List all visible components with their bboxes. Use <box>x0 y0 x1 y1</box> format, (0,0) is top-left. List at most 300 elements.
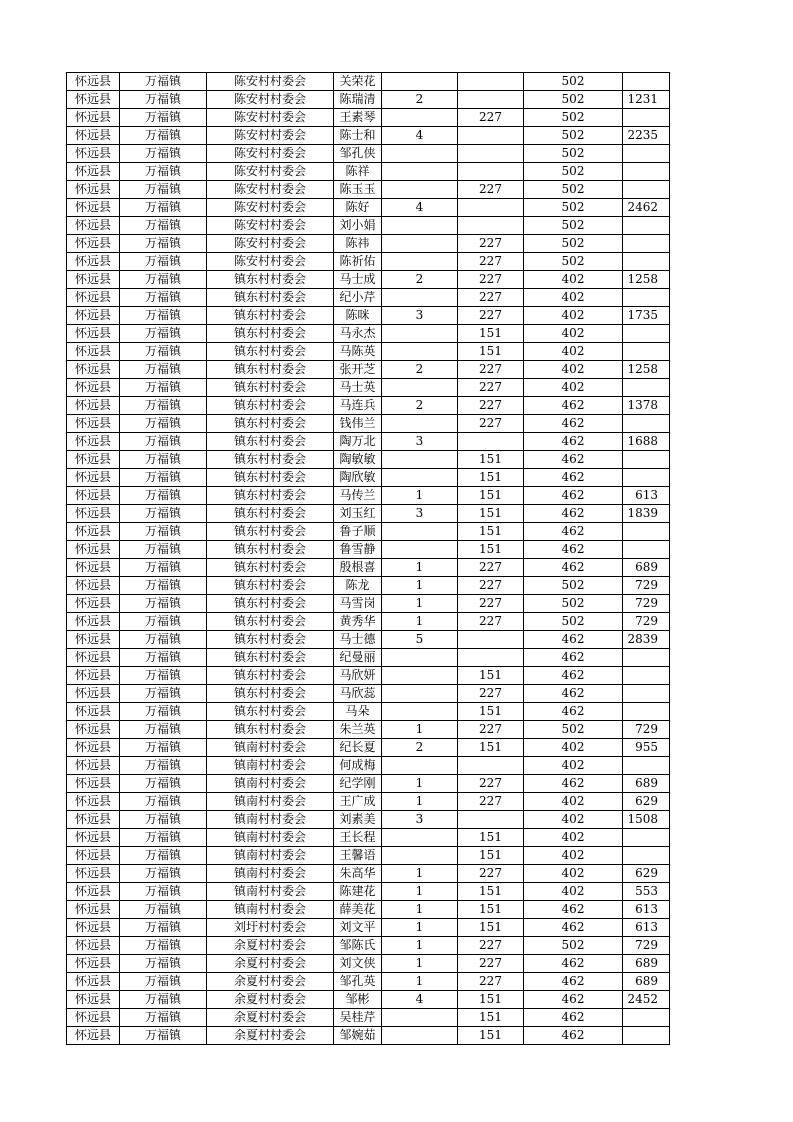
table-row <box>67 649 670 667</box>
town-cell: 万福镇 <box>120 217 207 235</box>
total-cell: 689 <box>623 973 670 991</box>
amount-a-cell <box>458 433 524 451</box>
village-cell: 镇南村村委会 <box>207 901 334 919</box>
village-cell: 陈安村村委会 <box>207 73 334 91</box>
table-row <box>67 919 670 937</box>
village-cell: 镇东村村委会 <box>207 487 334 505</box>
town-cell: 万福镇 <box>120 847 207 865</box>
amount-b-cell: 462 <box>524 901 623 919</box>
total-cell <box>623 343 670 361</box>
amount-a-cell: 151 <box>458 523 524 541</box>
town-cell: 万福镇 <box>120 199 207 217</box>
count-cell: 1 <box>382 919 458 937</box>
town-cell: 万福镇 <box>120 559 207 577</box>
name-cell: 王广成 <box>334 793 382 811</box>
table-row <box>67 127 670 145</box>
total-cell <box>623 541 670 559</box>
name-cell: 纪学刚 <box>334 775 382 793</box>
county-cell: 怀远县 <box>67 793 120 811</box>
village-cell: 镇东村村委会 <box>207 325 334 343</box>
town-cell: 万福镇 <box>120 1027 207 1045</box>
amount-a-cell: 227 <box>458 109 524 127</box>
amount-b-cell: 402 <box>524 325 623 343</box>
name-cell: 何成梅 <box>334 757 382 775</box>
town-cell: 万福镇 <box>120 829 207 847</box>
amount-a-cell: 151 <box>458 541 524 559</box>
amount-b-cell: 502 <box>524 181 623 199</box>
name-cell: 陈祥 <box>334 163 382 181</box>
county-cell: 怀远县 <box>67 595 120 613</box>
town-cell: 万福镇 <box>120 1009 207 1027</box>
total-cell <box>623 415 670 433</box>
amount-b-cell: 402 <box>524 829 623 847</box>
total-cell <box>623 649 670 667</box>
table-row <box>67 811 670 829</box>
county-cell: 怀远县 <box>67 217 120 235</box>
table-row <box>67 577 670 595</box>
town-cell: 万福镇 <box>120 955 207 973</box>
amount-b-cell: 402 <box>524 361 623 379</box>
count-cell <box>382 451 458 469</box>
amount-b-cell: 462 <box>524 775 623 793</box>
count-cell <box>382 757 458 775</box>
count-cell: 1 <box>382 865 458 883</box>
total-cell <box>623 289 670 307</box>
total-cell: 2235 <box>623 127 670 145</box>
name-cell: 陈玉玉 <box>334 181 382 199</box>
amount-b-cell: 402 <box>524 739 623 757</box>
name-cell: 马士德 <box>334 631 382 649</box>
amount-b-cell: 402 <box>524 883 623 901</box>
county-cell: 怀远县 <box>67 487 120 505</box>
amount-a-cell: 227 <box>458 181 524 199</box>
name-cell: 王长程 <box>334 829 382 847</box>
count-cell <box>382 163 458 181</box>
count-cell: 1 <box>382 901 458 919</box>
total-cell <box>623 1027 670 1045</box>
town-cell: 万福镇 <box>120 631 207 649</box>
table-row <box>67 271 670 289</box>
amount-b-cell: 462 <box>524 991 623 1009</box>
amount-a-cell: 151 <box>458 739 524 757</box>
count-cell: 1 <box>382 937 458 955</box>
count-cell: 3 <box>382 505 458 523</box>
amount-b-cell: 402 <box>524 757 623 775</box>
amount-a-cell: 227 <box>458 577 524 595</box>
name-cell: 纪长夏 <box>334 739 382 757</box>
total-cell: 1258 <box>623 361 670 379</box>
count-cell: 3 <box>382 811 458 829</box>
county-cell: 怀远县 <box>67 541 120 559</box>
amount-b-cell: 462 <box>524 433 623 451</box>
name-cell: 鲁雪静 <box>334 541 382 559</box>
amount-a-cell <box>458 199 524 217</box>
table-row <box>67 991 670 1009</box>
village-cell: 镇东村村委会 <box>207 505 334 523</box>
county-cell: 怀远县 <box>67 937 120 955</box>
count-cell <box>382 109 458 127</box>
name-cell: 马欣妍 <box>334 667 382 685</box>
amount-a-cell: 227 <box>458 415 524 433</box>
county-cell: 怀远县 <box>67 577 120 595</box>
county-cell: 怀远县 <box>67 1009 120 1027</box>
table-row <box>67 631 670 649</box>
county-cell: 怀远县 <box>67 1027 120 1045</box>
name-cell: 邹婉茹 <box>334 1027 382 1045</box>
total-cell: 689 <box>623 955 670 973</box>
table-row <box>67 217 670 235</box>
amount-b-cell: 462 <box>524 487 623 505</box>
amount-b-cell: 502 <box>524 91 623 109</box>
county-cell: 怀远县 <box>67 433 120 451</box>
county-cell: 怀远县 <box>67 379 120 397</box>
county-cell: 怀远县 <box>67 469 120 487</box>
table-row <box>67 829 670 847</box>
count-cell: 5 <box>382 631 458 649</box>
town-cell: 万福镇 <box>120 919 207 937</box>
amount-b-cell: 502 <box>524 613 623 631</box>
amount-b-cell: 402 <box>524 847 623 865</box>
total-cell <box>623 325 670 343</box>
village-cell: 陈安村村委会 <box>207 235 334 253</box>
amount-a-cell: 227 <box>458 793 524 811</box>
town-cell: 万福镇 <box>120 289 207 307</box>
village-cell: 镇南村村委会 <box>207 883 334 901</box>
village-cell: 刘圩村村委会 <box>207 919 334 937</box>
town-cell: 万福镇 <box>120 883 207 901</box>
table-row <box>67 361 670 379</box>
total-cell: 2462 <box>623 199 670 217</box>
total-cell: 553 <box>623 883 670 901</box>
village-cell: 陈安村村委会 <box>207 199 334 217</box>
village-cell: 镇东村村委会 <box>207 685 334 703</box>
count-cell: 4 <box>382 199 458 217</box>
village-cell: 镇东村村委会 <box>207 649 334 667</box>
town-cell: 万福镇 <box>120 343 207 361</box>
amount-a-cell: 151 <box>458 487 524 505</box>
total-cell: 729 <box>623 595 670 613</box>
name-cell: 马传兰 <box>334 487 382 505</box>
table-row <box>67 415 670 433</box>
town-cell: 万福镇 <box>120 433 207 451</box>
total-cell: 613 <box>623 919 670 937</box>
name-cell: 殷根喜 <box>334 559 382 577</box>
town-cell: 万福镇 <box>120 253 207 271</box>
table-row <box>67 487 670 505</box>
name-cell: 黄秀华 <box>334 613 382 631</box>
name-cell: 邹陈氏 <box>334 937 382 955</box>
village-cell: 余夏村村委会 <box>207 955 334 973</box>
amount-b-cell: 502 <box>524 217 623 235</box>
table-row <box>67 199 670 217</box>
total-cell: 2452 <box>623 991 670 1009</box>
total-cell: 729 <box>623 937 670 955</box>
town-cell: 万福镇 <box>120 901 207 919</box>
village-cell: 镇东村村委会 <box>207 397 334 415</box>
total-cell <box>623 73 670 91</box>
name-cell: 马连兵 <box>334 397 382 415</box>
county-cell: 怀远县 <box>67 883 120 901</box>
village-cell: 镇东村村委会 <box>207 343 334 361</box>
table-row <box>67 235 670 253</box>
total-cell: 1258 <box>623 271 670 289</box>
county-cell: 怀远县 <box>67 649 120 667</box>
total-cell <box>623 847 670 865</box>
count-cell <box>382 1027 458 1045</box>
town-cell: 万福镇 <box>120 991 207 1009</box>
total-cell: 689 <box>623 775 670 793</box>
county-cell: 怀远县 <box>67 415 120 433</box>
count-cell: 2 <box>382 361 458 379</box>
county-cell: 怀远县 <box>67 235 120 253</box>
amount-a-cell: 227 <box>458 307 524 325</box>
count-cell <box>382 523 458 541</box>
village-cell: 陈安村村委会 <box>207 163 334 181</box>
name-cell: 马雪岗 <box>334 595 382 613</box>
table-row <box>67 469 670 487</box>
total-cell <box>623 235 670 253</box>
amount-a-cell <box>458 91 524 109</box>
table-row <box>67 307 670 325</box>
amount-b-cell: 462 <box>524 919 623 937</box>
amount-a-cell: 151 <box>458 919 524 937</box>
count-cell <box>382 73 458 91</box>
village-cell: 镇东村村委会 <box>207 667 334 685</box>
table-row <box>67 91 670 109</box>
count-cell: 1 <box>382 973 458 991</box>
total-cell: 689 <box>623 559 670 577</box>
name-cell: 陈建花 <box>334 883 382 901</box>
count-cell <box>382 325 458 343</box>
county-cell: 怀远县 <box>67 145 120 163</box>
count-cell: 1 <box>382 775 458 793</box>
county-cell: 怀远县 <box>67 451 120 469</box>
amount-b-cell: 462 <box>524 685 623 703</box>
total-cell <box>623 379 670 397</box>
county-cell: 怀远县 <box>67 397 120 415</box>
amount-b-cell: 402 <box>524 793 623 811</box>
amount-a-cell: 151 <box>458 343 524 361</box>
amount-a-cell: 227 <box>458 289 524 307</box>
amount-a-cell: 227 <box>458 235 524 253</box>
amount-b-cell: 402 <box>524 307 623 325</box>
count-cell: 1 <box>382 577 458 595</box>
table-row <box>67 847 670 865</box>
village-cell: 镇东村村委会 <box>207 289 334 307</box>
table-row <box>67 973 670 991</box>
county-cell: 怀远县 <box>67 919 120 937</box>
count-cell <box>382 685 458 703</box>
total-cell <box>623 253 670 271</box>
name-cell: 陈咪 <box>334 307 382 325</box>
amount-a-cell <box>458 757 524 775</box>
amount-a-cell: 227 <box>458 685 524 703</box>
amount-a-cell: 227 <box>458 775 524 793</box>
table-row <box>67 955 670 973</box>
town-cell: 万福镇 <box>120 181 207 199</box>
total-cell <box>623 829 670 847</box>
table-row <box>67 613 670 631</box>
town-cell: 万福镇 <box>120 577 207 595</box>
town-cell: 万福镇 <box>120 685 207 703</box>
county-cell: 怀远县 <box>67 991 120 1009</box>
town-cell: 万福镇 <box>120 613 207 631</box>
village-cell: 镇东村村委会 <box>207 415 334 433</box>
name-cell: 纪曼丽 <box>334 649 382 667</box>
count-cell: 2 <box>382 91 458 109</box>
amount-a-cell <box>458 217 524 235</box>
amount-a-cell <box>458 811 524 829</box>
name-cell: 陈龙 <box>334 577 382 595</box>
amount-a-cell: 227 <box>458 397 524 415</box>
county-cell: 怀远县 <box>67 631 120 649</box>
amount-b-cell: 502 <box>524 253 623 271</box>
table-row <box>67 739 670 757</box>
count-cell <box>382 145 458 163</box>
amount-b-cell: 462 <box>524 955 623 973</box>
amount-a-cell <box>458 145 524 163</box>
village-cell: 镇东村村委会 <box>207 721 334 739</box>
amount-a-cell: 151 <box>458 829 524 847</box>
county-cell: 怀远县 <box>67 685 120 703</box>
county-cell: 怀远县 <box>67 703 120 721</box>
table-row <box>67 901 670 919</box>
town-cell: 万福镇 <box>120 271 207 289</box>
total-cell: 629 <box>623 865 670 883</box>
count-cell: 1 <box>382 613 458 631</box>
county-cell: 怀远县 <box>67 109 120 127</box>
village-cell: 镇南村村委会 <box>207 757 334 775</box>
total-cell: 729 <box>623 613 670 631</box>
amount-a-cell <box>458 73 524 91</box>
table-row <box>67 883 670 901</box>
village-cell: 镇南村村委会 <box>207 775 334 793</box>
data-table <box>66 72 670 1045</box>
village-cell: 余夏村村委会 <box>207 991 334 1009</box>
total-cell: 1231 <box>623 91 670 109</box>
town-cell: 万福镇 <box>120 145 207 163</box>
total-cell: 729 <box>623 577 670 595</box>
amount-a-cell: 227 <box>458 955 524 973</box>
count-cell <box>382 289 458 307</box>
county-cell: 怀远县 <box>67 343 120 361</box>
name-cell: 朱兰英 <box>334 721 382 739</box>
amount-b-cell: 402 <box>524 271 623 289</box>
town-cell: 万福镇 <box>120 325 207 343</box>
total-cell: 1735 <box>623 307 670 325</box>
table-row <box>67 685 670 703</box>
amount-b-cell: 502 <box>524 127 623 145</box>
name-cell: 马永杰 <box>334 325 382 343</box>
name-cell: 朱高华 <box>334 865 382 883</box>
count-cell <box>382 667 458 685</box>
village-cell: 镇南村村委会 <box>207 811 334 829</box>
amount-a-cell: 227 <box>458 379 524 397</box>
town-cell: 万福镇 <box>120 937 207 955</box>
village-cell: 镇东村村委会 <box>207 361 334 379</box>
village-cell: 镇东村村委会 <box>207 271 334 289</box>
count-cell <box>382 253 458 271</box>
count-cell: 4 <box>382 127 458 145</box>
village-cell: 镇东村村委会 <box>207 451 334 469</box>
amount-a-cell: 227 <box>458 721 524 739</box>
amount-b-cell: 462 <box>524 505 623 523</box>
total-cell <box>623 523 670 541</box>
amount-b-cell: 402 <box>524 379 623 397</box>
count-cell <box>382 829 458 847</box>
county-cell: 怀远县 <box>67 901 120 919</box>
village-cell: 镇东村村委会 <box>207 433 334 451</box>
count-cell <box>382 541 458 559</box>
name-cell: 王素琴 <box>334 109 382 127</box>
amount-a-cell: 151 <box>458 469 524 487</box>
amount-a-cell: 151 <box>458 991 524 1009</box>
amount-a-cell: 227 <box>458 253 524 271</box>
table-row <box>67 397 670 415</box>
amount-b-cell: 502 <box>524 937 623 955</box>
town-cell: 万福镇 <box>120 361 207 379</box>
name-cell: 钱伟兰 <box>334 415 382 433</box>
total-cell: 1508 <box>623 811 670 829</box>
village-cell: 镇东村村委会 <box>207 631 334 649</box>
table-row <box>67 775 670 793</box>
table-row <box>67 505 670 523</box>
amount-b-cell: 462 <box>524 667 623 685</box>
amount-b-cell: 502 <box>524 109 623 127</box>
amount-a-cell: 151 <box>458 505 524 523</box>
county-cell: 怀远县 <box>67 73 120 91</box>
amount-a-cell: 227 <box>458 271 524 289</box>
amount-a-cell: 151 <box>458 451 524 469</box>
amount-b-cell: 462 <box>524 541 623 559</box>
count-cell <box>382 649 458 667</box>
count-cell: 2 <box>382 271 458 289</box>
town-cell: 万福镇 <box>120 595 207 613</box>
total-cell: 629 <box>623 793 670 811</box>
county-cell: 怀远县 <box>67 505 120 523</box>
village-cell: 镇南村村委会 <box>207 793 334 811</box>
table-row <box>67 379 670 397</box>
county-cell: 怀远县 <box>67 307 120 325</box>
village-cell: 余夏村村委会 <box>207 937 334 955</box>
amount-b-cell: 462 <box>524 1027 623 1045</box>
village-cell: 镇东村村委会 <box>207 523 334 541</box>
total-cell <box>623 1009 670 1027</box>
town-cell: 万福镇 <box>120 667 207 685</box>
table-row <box>67 721 670 739</box>
county-cell: 怀远县 <box>67 361 120 379</box>
town-cell: 万福镇 <box>120 649 207 667</box>
table-row <box>67 451 670 469</box>
count-cell: 3 <box>382 307 458 325</box>
name-cell: 马欣蕊 <box>334 685 382 703</box>
amount-b-cell: 462 <box>524 973 623 991</box>
table-row <box>67 937 670 955</box>
table-row <box>67 667 670 685</box>
county-cell: 怀远县 <box>67 559 120 577</box>
town-cell: 万福镇 <box>120 487 207 505</box>
amount-a-cell: 151 <box>458 703 524 721</box>
village-cell: 镇南村村委会 <box>207 865 334 883</box>
county-cell: 怀远县 <box>67 91 120 109</box>
total-cell <box>623 163 670 181</box>
table-row <box>67 109 670 127</box>
amount-b-cell: 402 <box>524 343 623 361</box>
town-cell: 万福镇 <box>120 73 207 91</box>
village-cell: 镇东村村委会 <box>207 541 334 559</box>
table-row <box>67 865 670 883</box>
village-cell: 镇南村村委会 <box>207 739 334 757</box>
